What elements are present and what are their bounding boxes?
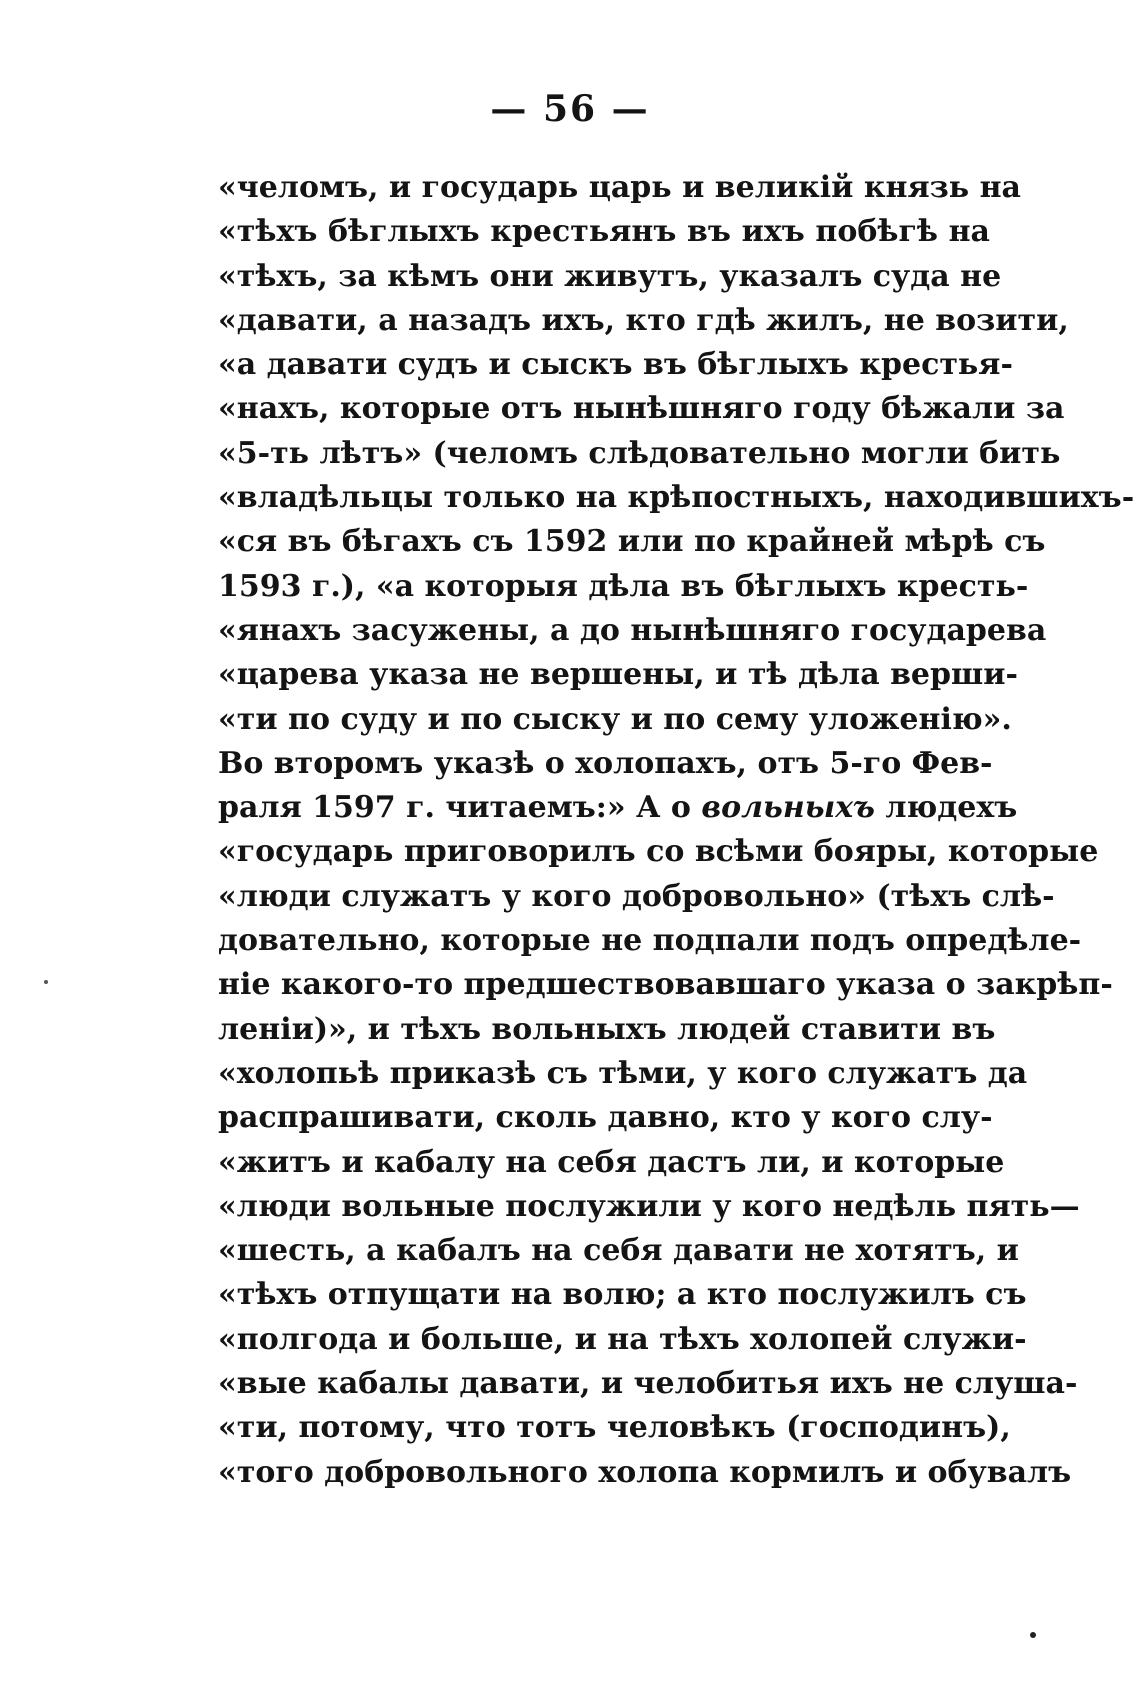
text-line-with-italic <box>218 786 1018 830</box>
text-line: «а давати судъ и сыскъ въ бѣглыхъ крестья- <box>218 347 1013 383</box>
text-line: «царева указа не вершены, и тѣ дѣла верши- <box>218 657 1018 693</box>
text-line: «полгода и больше, и на тѣхъ холопей служи- <box>218 1321 1027 1357</box>
text-line: «владѣльцы только на крѣпостныхъ, находившихъ- <box>218 480 1135 516</box>
text-line: «люди служатъ у кого добровольно» (тѣхъ слѣ- <box>218 878 1055 914</box>
text-line: «5-ть лѣтъ» (челомъ слѣдовательно могли бить <box>218 435 1061 471</box>
text-line: «давати, а назадъ ихъ, кто гдѣ жилъ, не возити, <box>218 302 1069 338</box>
text-line: «того добровольного холопа кормилъ и обувалъ <box>218 1454 1072 1490</box>
text-line: ніе какого-то предшествовавшаго указа о закрѣп- <box>218 967 1113 1003</box>
text-line: довательно, которые не подпали подъ опредѣле- <box>218 923 1082 959</box>
text-line: «житъ и кабалу на себя дастъ ли, и которые <box>218 1144 1005 1180</box>
text-line: «холопьѣ приказѣ съ тѣми, у кого служатъ да <box>218 1055 1028 1091</box>
text-line: «тѣхъ отпущати на волю; а кто послужилъ съ <box>218 1277 1027 1313</box>
italic-word: вольныхъ <box>701 790 875 826</box>
text-segment: раля 1597 г. читаемъ:» А о <box>218 790 702 826</box>
text-line: «нахъ, которые отъ нынѣшняго году бѣжали за <box>218 391 1065 427</box>
text-line: «янахъ засужены, а до нынѣшняго государева <box>218 612 1047 648</box>
text-line: «вые кабалы давати, и челобитья ихъ не слуша- <box>218 1366 1078 1402</box>
text-line: «челомъ, и государь царь и великій князь на <box>218 170 1021 205</box>
text-line: «ти по суду и по сыску и по сему уложенію». <box>218 701 1012 737</box>
text-line: Во второмъ указѣ о холопахъ, отъ 5-го Фев- <box>218 745 993 781</box>
text-line: «люди вольные послужили у кого недѣль пять— <box>218 1188 1080 1224</box>
text-line: «тѣхъ бѣглыхъ крестьянъ въ ихъ побѣгѣ на <box>218 214 990 250</box>
page-number: — 56 — <box>490 88 650 130</box>
text-segment: людехъ <box>874 790 1018 826</box>
paper-speck <box>44 980 48 984</box>
text-line: «государь приговорилъ со всѣми бояры, которые <box>218 834 1099 870</box>
paper-speck <box>1030 1632 1036 1638</box>
text-line: «тѣхъ, за кѣмъ они живутъ, указалъ суда не <box>218 258 1002 294</box>
text-line: «ся въ бѣгахъ съ 1592 или по крайней мѣрѣ съ <box>218 524 1046 560</box>
text-line: распрашивати, сколь давно, кто у кого слу- <box>218 1100 993 1136</box>
body-text <box>218 166 1135 1495</box>
text-line: «шесть, а кабалъ на себя давати не хотятъ, и <box>218 1233 1019 1269</box>
text-line: «ти, потому, что тотъ человѣкъ (господинъ), <box>218 1410 1011 1446</box>
text-line: леніи)», и тѣхъ вольныхъ людей ставити въ <box>218 1011 996 1047</box>
text-line: 1593 г.), «а которыя дѣла въ бѣглыхъ кресть- <box>218 568 1029 604</box>
